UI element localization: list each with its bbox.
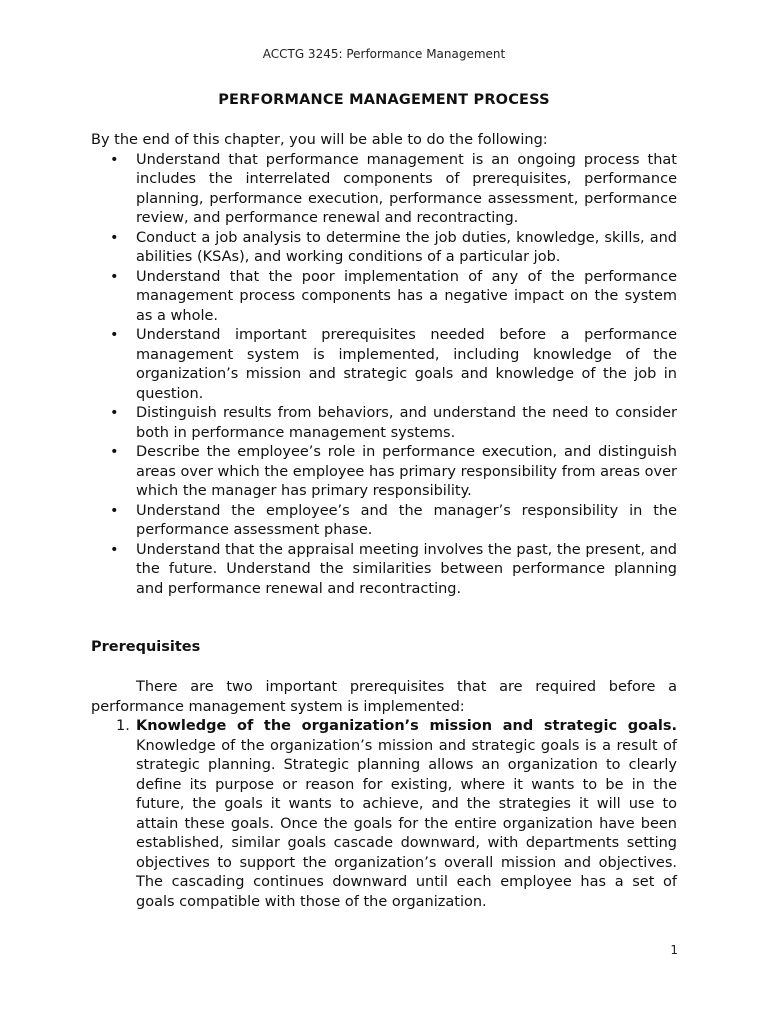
objective-item xyxy=(91,541,677,600)
bullet-icon: • xyxy=(110,268,119,285)
objective-text: Describe the employee’s role in performance execution, and distinguish areas over which the employee has primary responsibility from areas over which the manager has primary responsibility. xyxy=(136,444,677,499)
objective-item xyxy=(91,502,677,541)
prerequisite-title: Knowledge of the organization’s mission and strategic goals. xyxy=(136,718,677,734)
page-number: 1 xyxy=(670,943,678,957)
bullet-icon: • xyxy=(110,229,119,246)
objective-item xyxy=(91,268,677,327)
objective-item xyxy=(91,404,677,443)
bullet-icon: • xyxy=(110,151,119,168)
bullet-icon: • xyxy=(110,541,119,558)
objective-text: Understand important prerequisites needed before a performance management system is implemented, including knowledge of the organization’s mission and strategic goals and knowledge of the job in question. xyxy=(136,327,677,402)
learning-objectives-section xyxy=(91,131,677,599)
running-header: ACCTG 3245: Performance Management xyxy=(262,47,506,61)
prerequisites-list xyxy=(91,717,677,912)
objectives-list xyxy=(91,151,677,600)
objective-item xyxy=(91,326,677,404)
prerequisite-item xyxy=(91,717,677,912)
objective-text: Distinguish results from behaviors, and understand the need to consider both in performance management systems. xyxy=(136,405,677,441)
objective-text: Understand that the appraisal meeting involves the past, the present, and the future. Understand the similarities between performance planning and performance renewal and recontracting. xyxy=(136,541,677,597)
bullet-icon: • xyxy=(110,405,119,421)
bullet-icon: • xyxy=(110,502,119,519)
objective-text: Understand that performance management is an ongoing process that includes the interrelated components of prerequisites, performance planning, performance execution, performance assessment, performance review, and performance renewal and recontracting. xyxy=(136,151,677,226)
objectives-intro: By the end of this chapter, you will be able to do the following: xyxy=(91,132,548,148)
bullet-icon: • xyxy=(110,444,119,460)
objective-item xyxy=(91,229,677,268)
bullet-icon: • xyxy=(110,327,119,343)
prerequisites-intro: There are two important prerequisites that are required before a performance management system is implemented: xyxy=(91,679,677,715)
prerequisite-text: Knowledge of the organization’s mission and strategic goals is a result of strategic planning. Strategic planning allows an organization to clearly define its purpose or reason for existing, where it wants to be in the future, the goals it wants to achieve, and the strategies it will use to attain these goals. Once the goals for the entire organization have been established, similar goals cascade downward, with departments setting objectives to support the organization’s overall mission and objectives. The cascading continues downward until each employee has a set of goals compatible with those of the organization. xyxy=(136,737,677,910)
objective-text: Understand the employee’s and the manager’s responsibility in the performance assessment phase. xyxy=(136,502,677,538)
objective-item xyxy=(91,443,677,502)
document-title: PERFORMANCE MANAGEMENT PROCESS xyxy=(218,92,550,108)
prerequisites-section xyxy=(91,678,677,912)
item-number: 1. xyxy=(116,718,130,734)
objective-text: Conduct a job analysis to determine the job duties, knowledge, skills, and abilities (KSAs), and working conditions of a particular job. xyxy=(136,229,677,265)
objective-item xyxy=(91,151,677,229)
prerequisites-heading: Prerequisites xyxy=(91,639,201,655)
objective-text: Understand that the poor implementation of any of the performance management process components has a negative impact on the system as a whole. xyxy=(136,268,677,324)
